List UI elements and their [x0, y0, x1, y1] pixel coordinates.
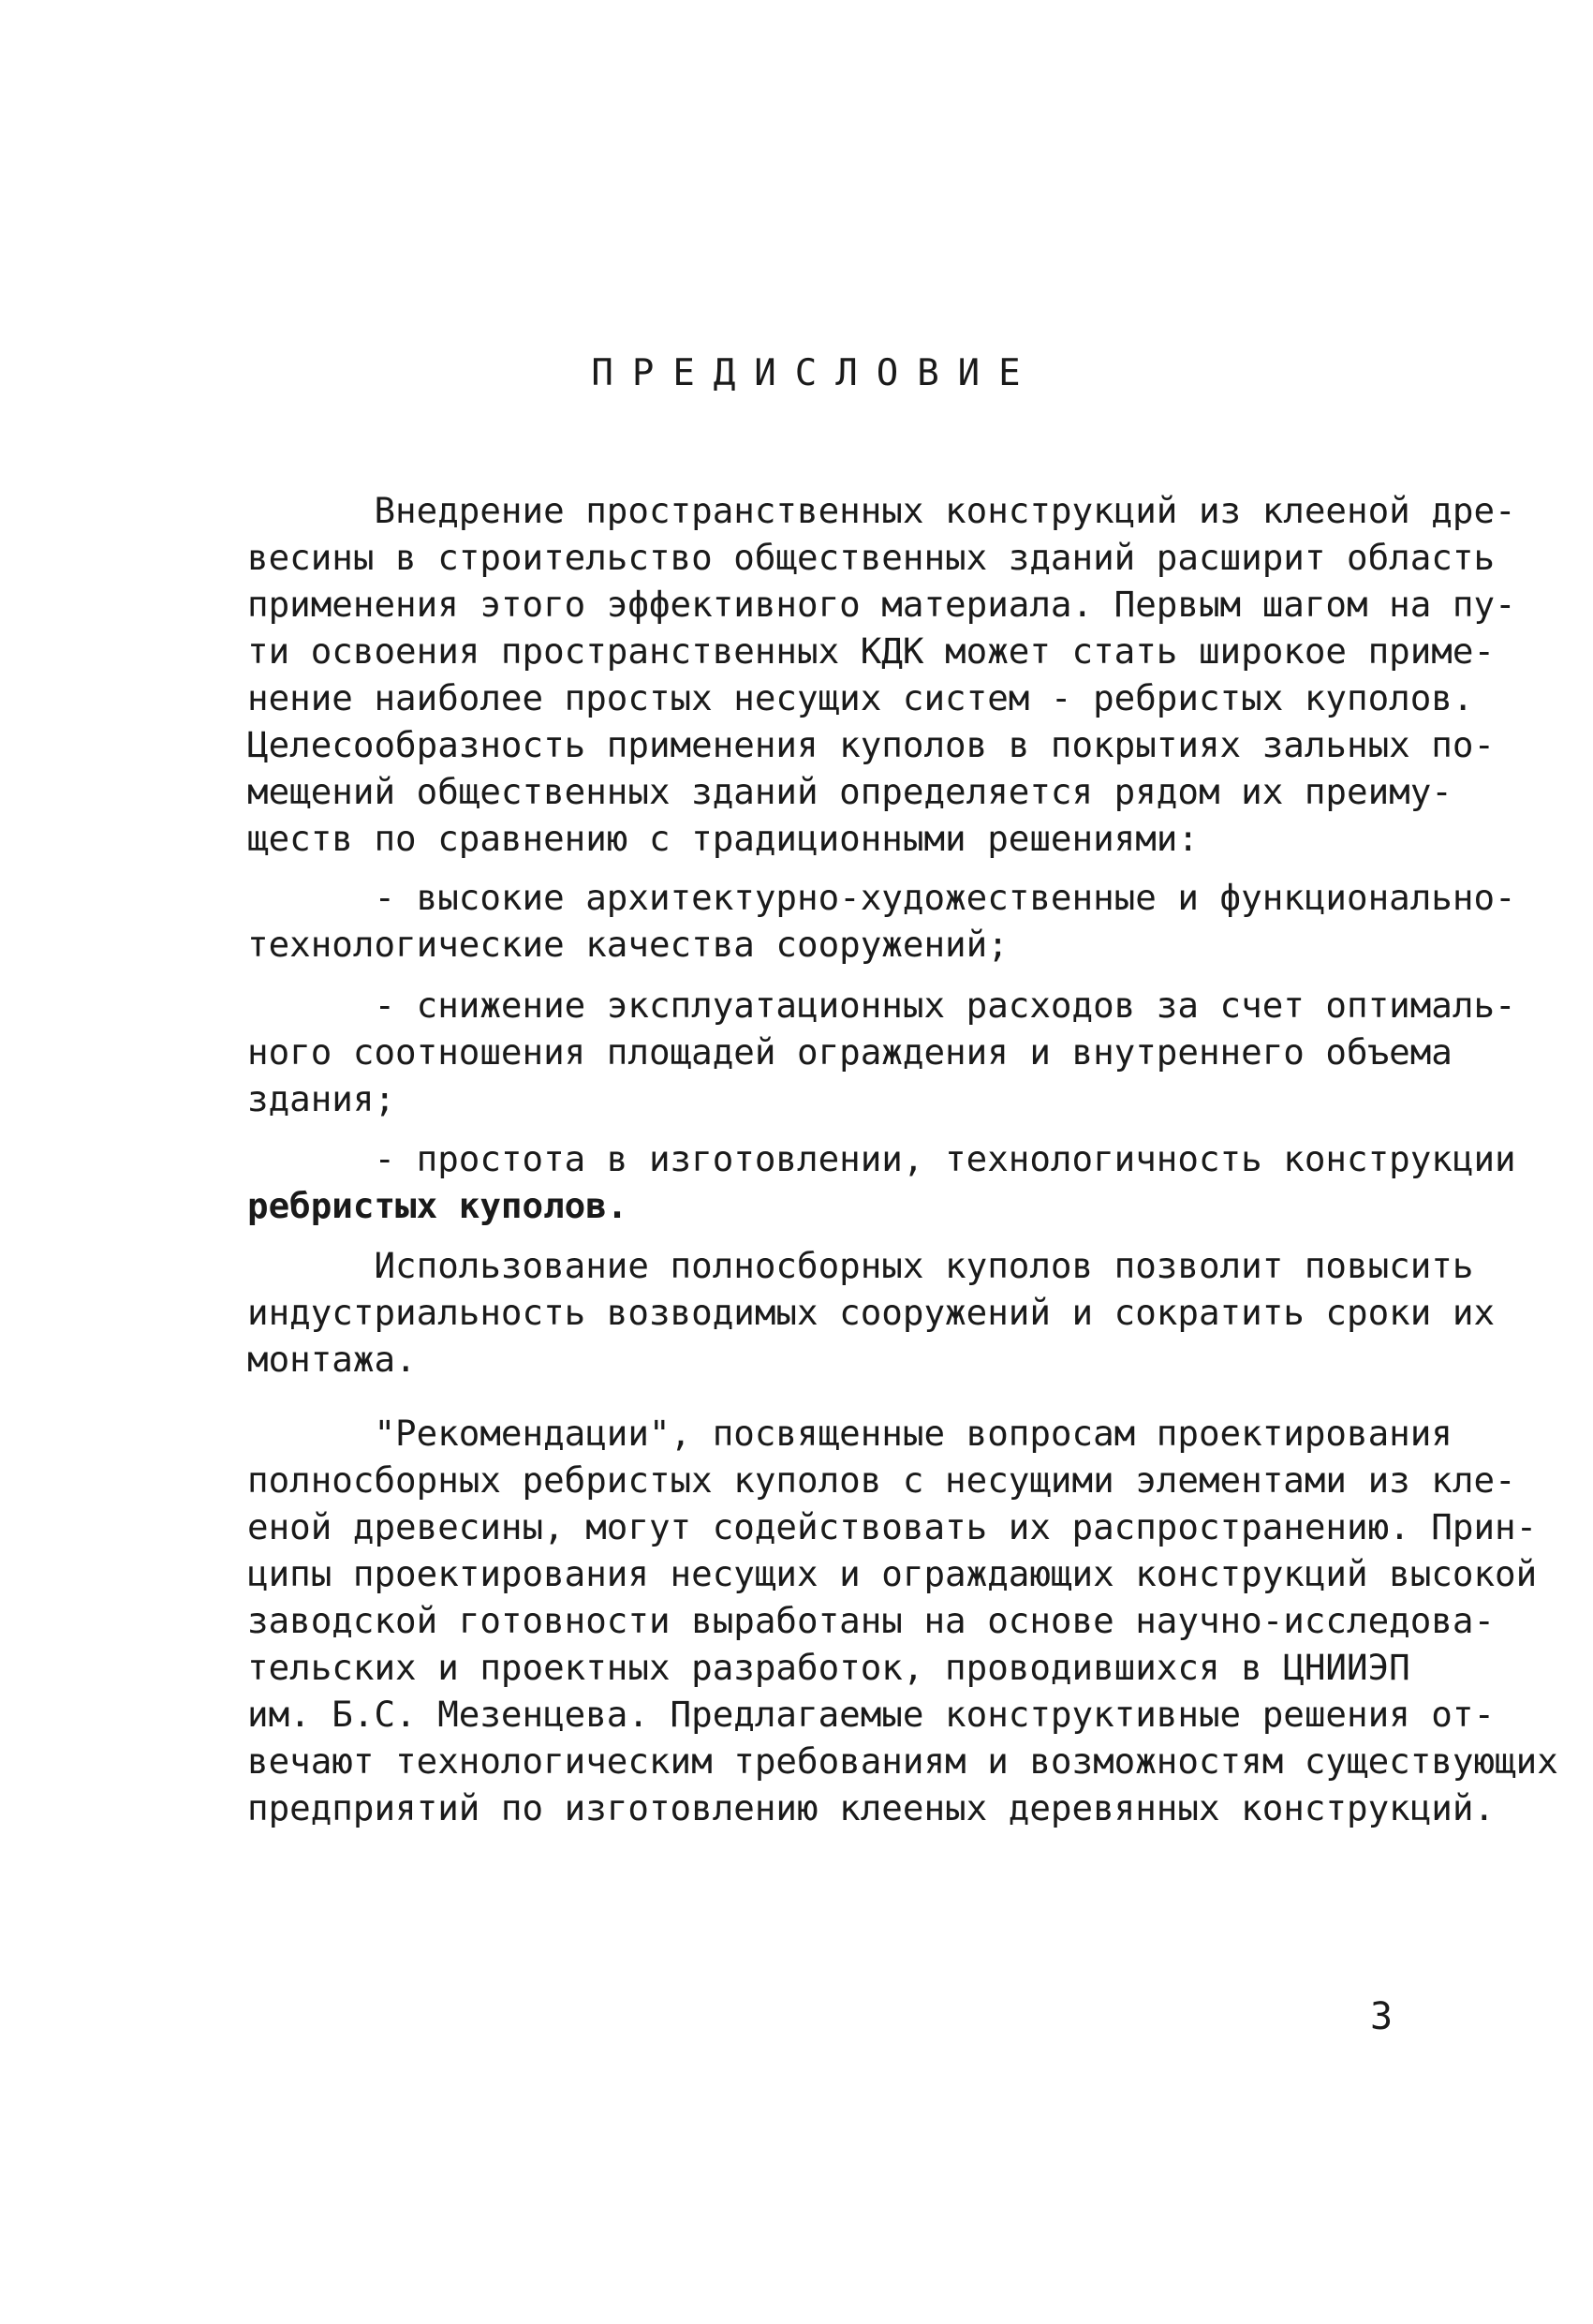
list-item-line: - высокие архитектурно-художественные и функционально- [247, 877, 1516, 918]
list-item-line: - снижение эксплуатационных расходов за счет оптималь- [247, 984, 1516, 1026]
text-line: применения этого эффективного материала. Первым шагом на пу- [247, 584, 1516, 625]
text-line: монтажа. [247, 1339, 417, 1380]
text-line: "Рекомендации", посвященные вопросам проектирования [247, 1413, 1453, 1454]
text-line: тельских и проектных разработок, проводившихся в ЦНИИЭП [247, 1647, 1410, 1688]
page-title: ПРЕДИСЛОВИЕ [591, 352, 1040, 394]
text-line: ти освоения пространственных КДК может стать широкое приме- [247, 630, 1496, 672]
text-line: предприятий по изготовлению клееных деревянных конструкций. [247, 1787, 1496, 1828]
text-line: весины в строительство общественных зданий расширит область [247, 537, 1496, 578]
text-line: Использование полносборных куполов позволит повысить [247, 1245, 1474, 1286]
text-line: индустриальность возводимых сооружений и сократить сроки их [247, 1292, 1496, 1333]
text-line: вечают технологическим требованиям и возможностям существующих [247, 1740, 1558, 1782]
list-item-line: технологические качества сооружений; [247, 924, 1009, 965]
page-number: 3 [1370, 1995, 1394, 2038]
text-line: заводской готовности выработаны на основе научно-исследова- [247, 1600, 1496, 1641]
text-line: ципы проектирования несущих и ограждающих конструкций высокой [247, 1553, 1538, 1594]
text-line: полносборных ребристых куполов с несущими элементами из кле- [247, 1459, 1516, 1501]
text-line: ществ по сравнению с традиционными решениями: [247, 818, 1199, 859]
text-line: мещений общественных зданий определяется рядом их преиму- [247, 771, 1453, 812]
list-item-line: ребристых куполов. [247, 1185, 628, 1226]
text-line: Внедрение пространственных конструкций из клееной дре- [247, 490, 1516, 531]
text-line: еной древесины, могут содействовать их распространению. Прин- [247, 1506, 1538, 1547]
list-item-line: ного соотношения площадей ограждения и внутреннего объема [247, 1031, 1453, 1073]
text-line: Целесообразность применения куполов в покрытиях зальных по- [247, 724, 1496, 765]
list-item-line: - простота в изготовлении, технологичность конструкции [247, 1138, 1516, 1179]
list-item-line: здания; [247, 1078, 396, 1119]
text-line: им. Б.С. Мезенцева. Предлагаемые конструктивные решения от- [247, 1694, 1496, 1735]
text-line: нение наиболее простых несущих систем - ребристых куполов. [247, 677, 1474, 718]
